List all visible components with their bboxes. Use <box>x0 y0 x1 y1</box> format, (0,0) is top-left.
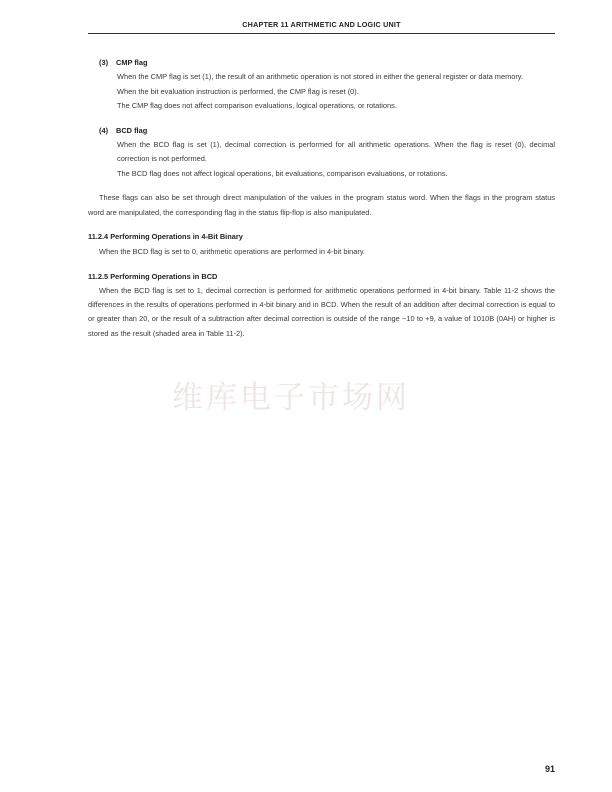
bcd-flag-line-2: The BCD flag does not affect logical operations, bit evaluations, comparison evaluations, or rotations. <box>117 168 448 178</box>
cmp-flag-line-2: When the bit evaluation instruction is performed, the CMP flag is reset (0). <box>117 86 359 96</box>
chapter-header: CHAPTER 11 ARITHMETIC AND LOGIC UNIT <box>242 20 401 29</box>
cmp-flag-title: CMP flag <box>116 58 148 67</box>
cmp-flag-heading <box>88 56 555 70</box>
flags-paragraph: These flags can also be set through direct manipulation of the values in the program status word. When the flags in the program status word are manipulated, the corresponding flag in the status flip-flop is also manipulated. <box>88 193 555 217</box>
page-number: 91 <box>544 764 555 774</box>
section-11-2-4-text: When the BCD flag is set to 0, arithmetic operations are performed in 4-bit binary. <box>99 246 366 256</box>
cmp-flag-line-1: When the CMP flag is set (1), the result of an arithmetic operation is not stored in either the general register or data memory. <box>117 72 523 82</box>
header-rule <box>88 33 555 34</box>
bcd-flag-heading <box>88 124 555 138</box>
cmp-flag-line-3: The CMP flag does not affect comparison evaluations, logical operations, or rotations. <box>117 100 397 110</box>
page-content <box>88 56 555 341</box>
section-11-2-5-text: When the BCD flag is set to 1, decimal correction is performed for arithmetic operations performed in 4-bit binary. Table 11-2 shows the differences in the results of operations performed in 4-bit binary and in BCD. When the result of an addition after decimal correction is equal to or greater than 20, or the result of a subtraction after decimal correction is outside of the range −10 to +9, a value of 1010B (0AH) or higher is stored as the result (shaded area in Table 11-2). <box>88 285 555 338</box>
cmp-flag-number: (3) <box>99 58 109 67</box>
bcd-flag-body <box>88 138 555 181</box>
watermark: 维库电子市场网 <box>172 380 410 416</box>
bcd-flag-title: BCD flag <box>116 125 148 135</box>
cmp-flag-body <box>88 70 555 113</box>
bcd-flag-number: (4) <box>99 125 109 135</box>
bcd-flag-line-1: When the BCD flag is set (1), decimal correction is performed for all arithmetic operations. When the flag is reset (0), decimal correction is not performed. <box>117 139 555 164</box>
section-11-2-4-heading: 11.2.4 Performing Operations in 4-Bit Binary <box>88 232 243 242</box>
section-11-2-5-heading: 11.2.5 Performing Operations in BCD <box>88 271 218 281</box>
